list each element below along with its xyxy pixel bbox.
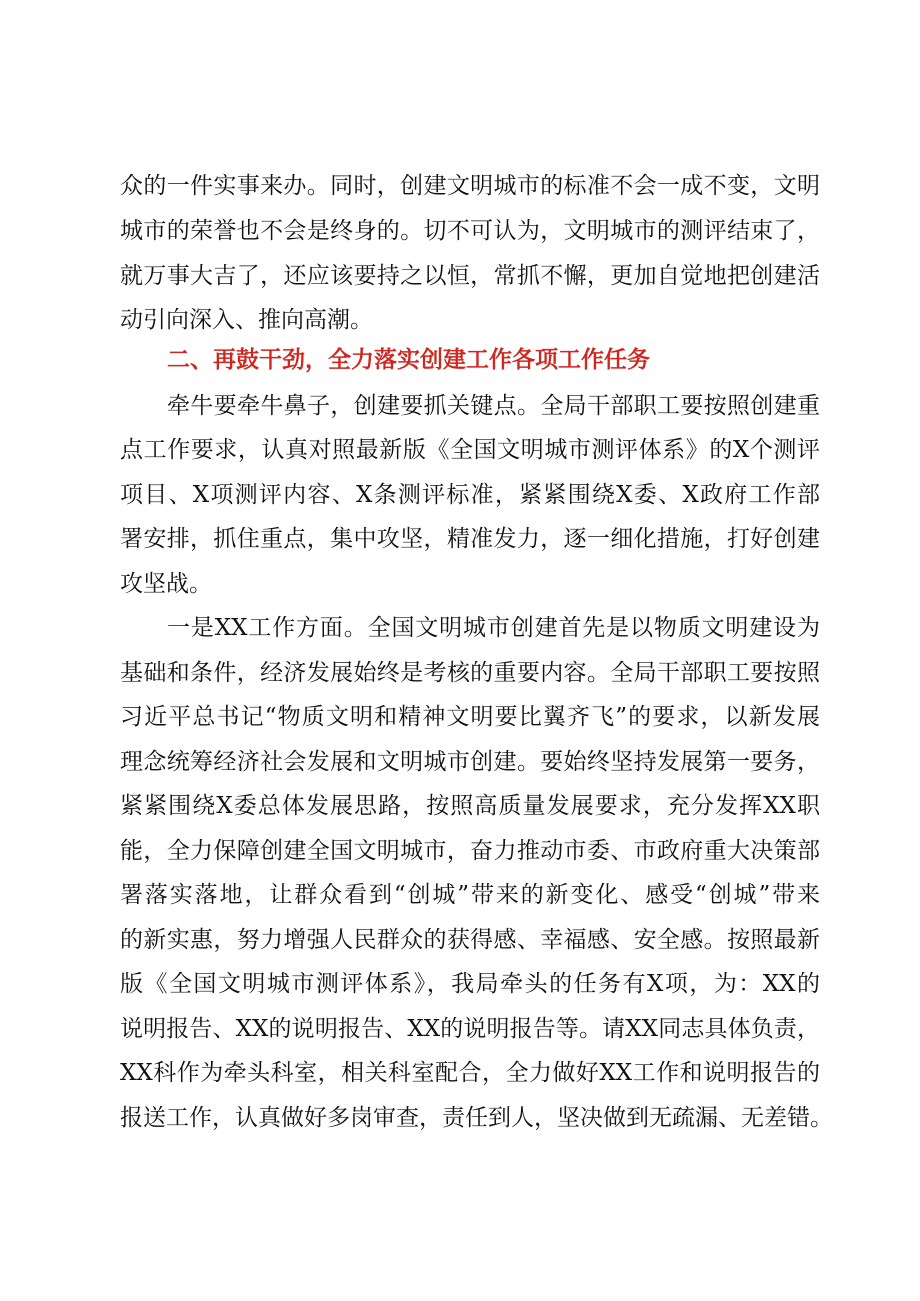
paragraph-line: 习近平总书记“物质文明和精神文明要比翼齐飞”的要求，以新发展	[120, 704, 820, 730]
paragraph-line: 版《全国文明城市测评体系》，我局牵头的任务有X项，为：XX的	[120, 971, 820, 997]
paragraph-line: 项目、X项测评内容、X条测评标准，紧紧围绕X委、X政府工作部	[120, 482, 820, 508]
paragraph-line: 众的一件实事来办。同时，创建文明城市的标准不会一成不变，文明	[120, 173, 820, 199]
paragraph-line: 牵牛要牵牛鼻子，创建要抓关键点。全局干部职工要按照创建重	[167, 393, 820, 419]
paragraph-line: 报送工作，认真做好多岗审查，责任到人，坚决做到无疏漏、无差错。	[120, 1105, 833, 1131]
paragraph-line: 点工作要求，认真对照最新版《全国文明城市测评体系》的X个测评	[120, 437, 820, 463]
paragraph-line: 基础和条件，经济发展始终是考核的重要内容。全局干部职工要按照	[120, 660, 820, 686]
paragraph-line: 就万事大吉了，还应该要持之以恒，常抓不懈，更加自觉地把创建活	[120, 263, 820, 289]
paragraph-line: 动引向深入、推向高潮。	[120, 307, 373, 333]
paragraph-line: 署落实落地，让群众看到“创城”带来的新变化、感受“创城”带来	[120, 882, 820, 908]
paragraph-line: 说明报告、XX的说明报告、XX的说明报告等。请XX同志具体负责，	[120, 1016, 820, 1042]
paragraph-line: 理念统筹经济社会发展和文明城市创建。要始终坚持发展第一要务，	[120, 749, 820, 775]
paragraph-line: 攻坚战。	[120, 571, 212, 597]
paragraph-line: 能，全力保障创建全国文明城市，奋力推动市委、市政府重大决策部	[120, 838, 820, 864]
paragraph-line: 城市的荣誉也不会是终身的。切不可认为，文明城市的测评结束了，	[120, 218, 820, 244]
paragraph-line: 的新实惠，努力增强人民群众的获得感、幸福感、安全感。按照最新	[120, 927, 820, 953]
paragraph-line: 紧紧围绕X委总体发展思路，按照高质量发展要求，充分发挥XX职	[120, 793, 820, 819]
paragraph-line: XX科作为牵头科室，相关科室配合，全力做好XX工作和说明报告的	[120, 1060, 820, 1086]
paragraph-line: 署安排，抓住重点，集中攻坚，精准发力，逐一细化措施，打好创建	[120, 526, 820, 552]
section-heading: 二、再鼓干劲，全力落实创建工作各项工作任务	[167, 347, 650, 373]
paragraph-line: 一是XX工作方面。全国文明城市创建首先是以物质文明建设为	[167, 615, 820, 641]
